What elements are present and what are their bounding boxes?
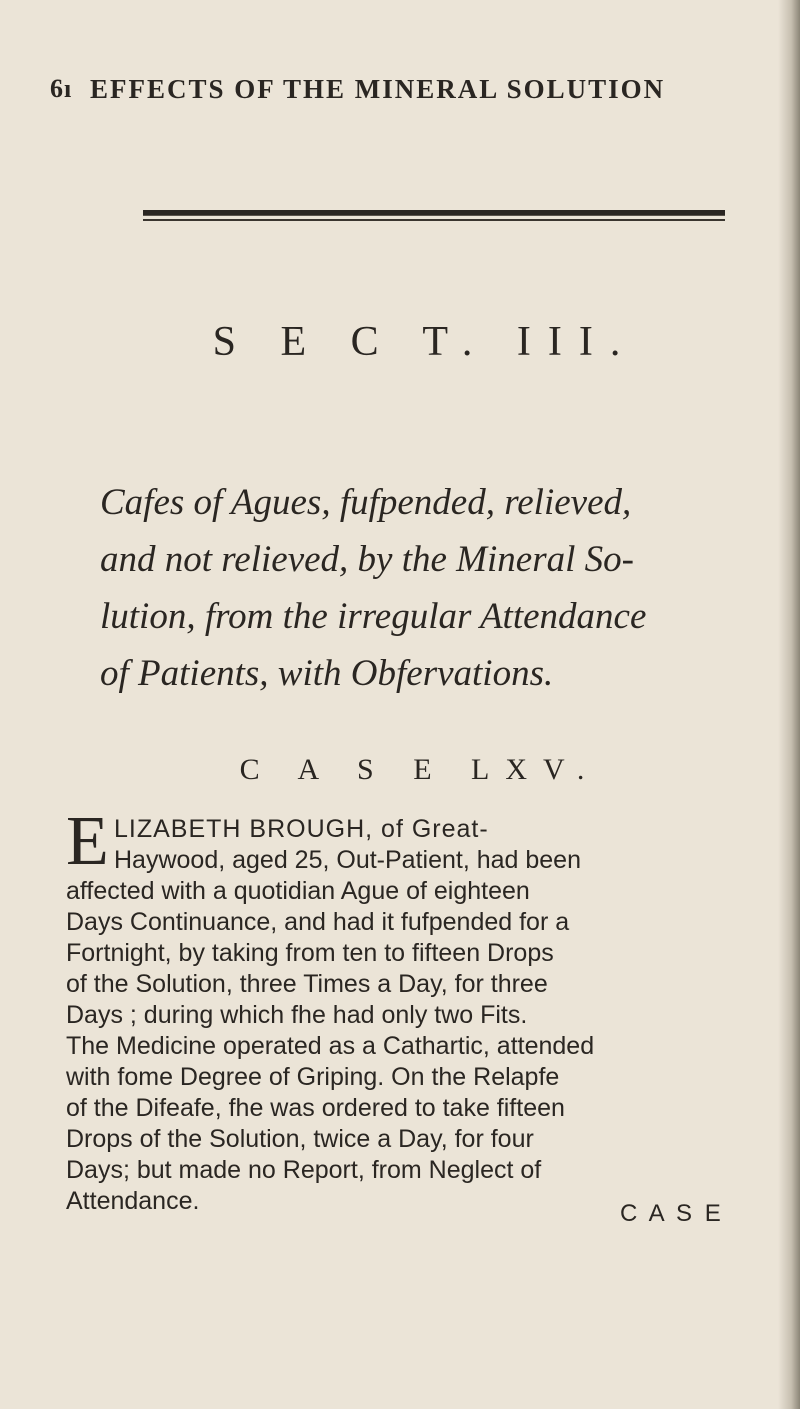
body-line: Fortnight, by taking from ten to fifteen Drops xyxy=(66,939,554,967)
body-line: of the Solution, three Times a Day, for three xyxy=(66,970,548,998)
running-head-title: EFFECTS OF THE MINERAL SOLUTION xyxy=(90,74,666,104)
body-line: The Medicine operated as a Cathartic, attended xyxy=(66,1032,595,1060)
body-line: Days Continuance, and had it fufpended for a xyxy=(66,908,570,936)
section-title-line: and not relieved, by the Mineral So- xyxy=(100,539,634,580)
body-line: Days ; during which fhe had only two Fits. xyxy=(66,1001,528,1029)
section-rule xyxy=(143,210,725,216)
body-line: of the Difeafe, fhe was ordered to take fifteen xyxy=(66,1094,565,1122)
body-line: LIZABETH BROUGH, of Great- xyxy=(114,815,489,843)
body-line: Haywood, aged 25, Out-Patient, had been xyxy=(114,846,581,874)
section-title xyxy=(100,474,760,702)
body-line: Drops of the Solution, twice a Day, for four xyxy=(66,1125,534,1153)
case-number: C A S E LXV. xyxy=(239,753,601,786)
body-line: Attendance. xyxy=(66,1187,200,1215)
body-line: with fome Degree of Griping. On the Relapfe xyxy=(66,1063,560,1091)
body-line: affected with a quotidian Ague of eighteen xyxy=(66,877,530,905)
running-head xyxy=(50,74,750,114)
body-line: Days; but made no Report, from Neglect of xyxy=(66,1156,542,1184)
page-number: 6ı xyxy=(50,74,73,103)
section-title-line: lution, from the irregular Attendance xyxy=(100,596,647,637)
page-edge-shadow xyxy=(778,0,800,1409)
section-heading: S E C T. III. xyxy=(212,319,638,365)
catchword: C A S E xyxy=(620,1200,724,1227)
section-title-line: of Patients, with Obfervations. xyxy=(100,653,554,694)
section-rule-thin xyxy=(143,219,725,221)
section-title-line: Cafes of Agues, fufpended, relieved, xyxy=(100,482,632,523)
drop-cap: E xyxy=(66,803,109,880)
case-body xyxy=(66,803,766,1217)
